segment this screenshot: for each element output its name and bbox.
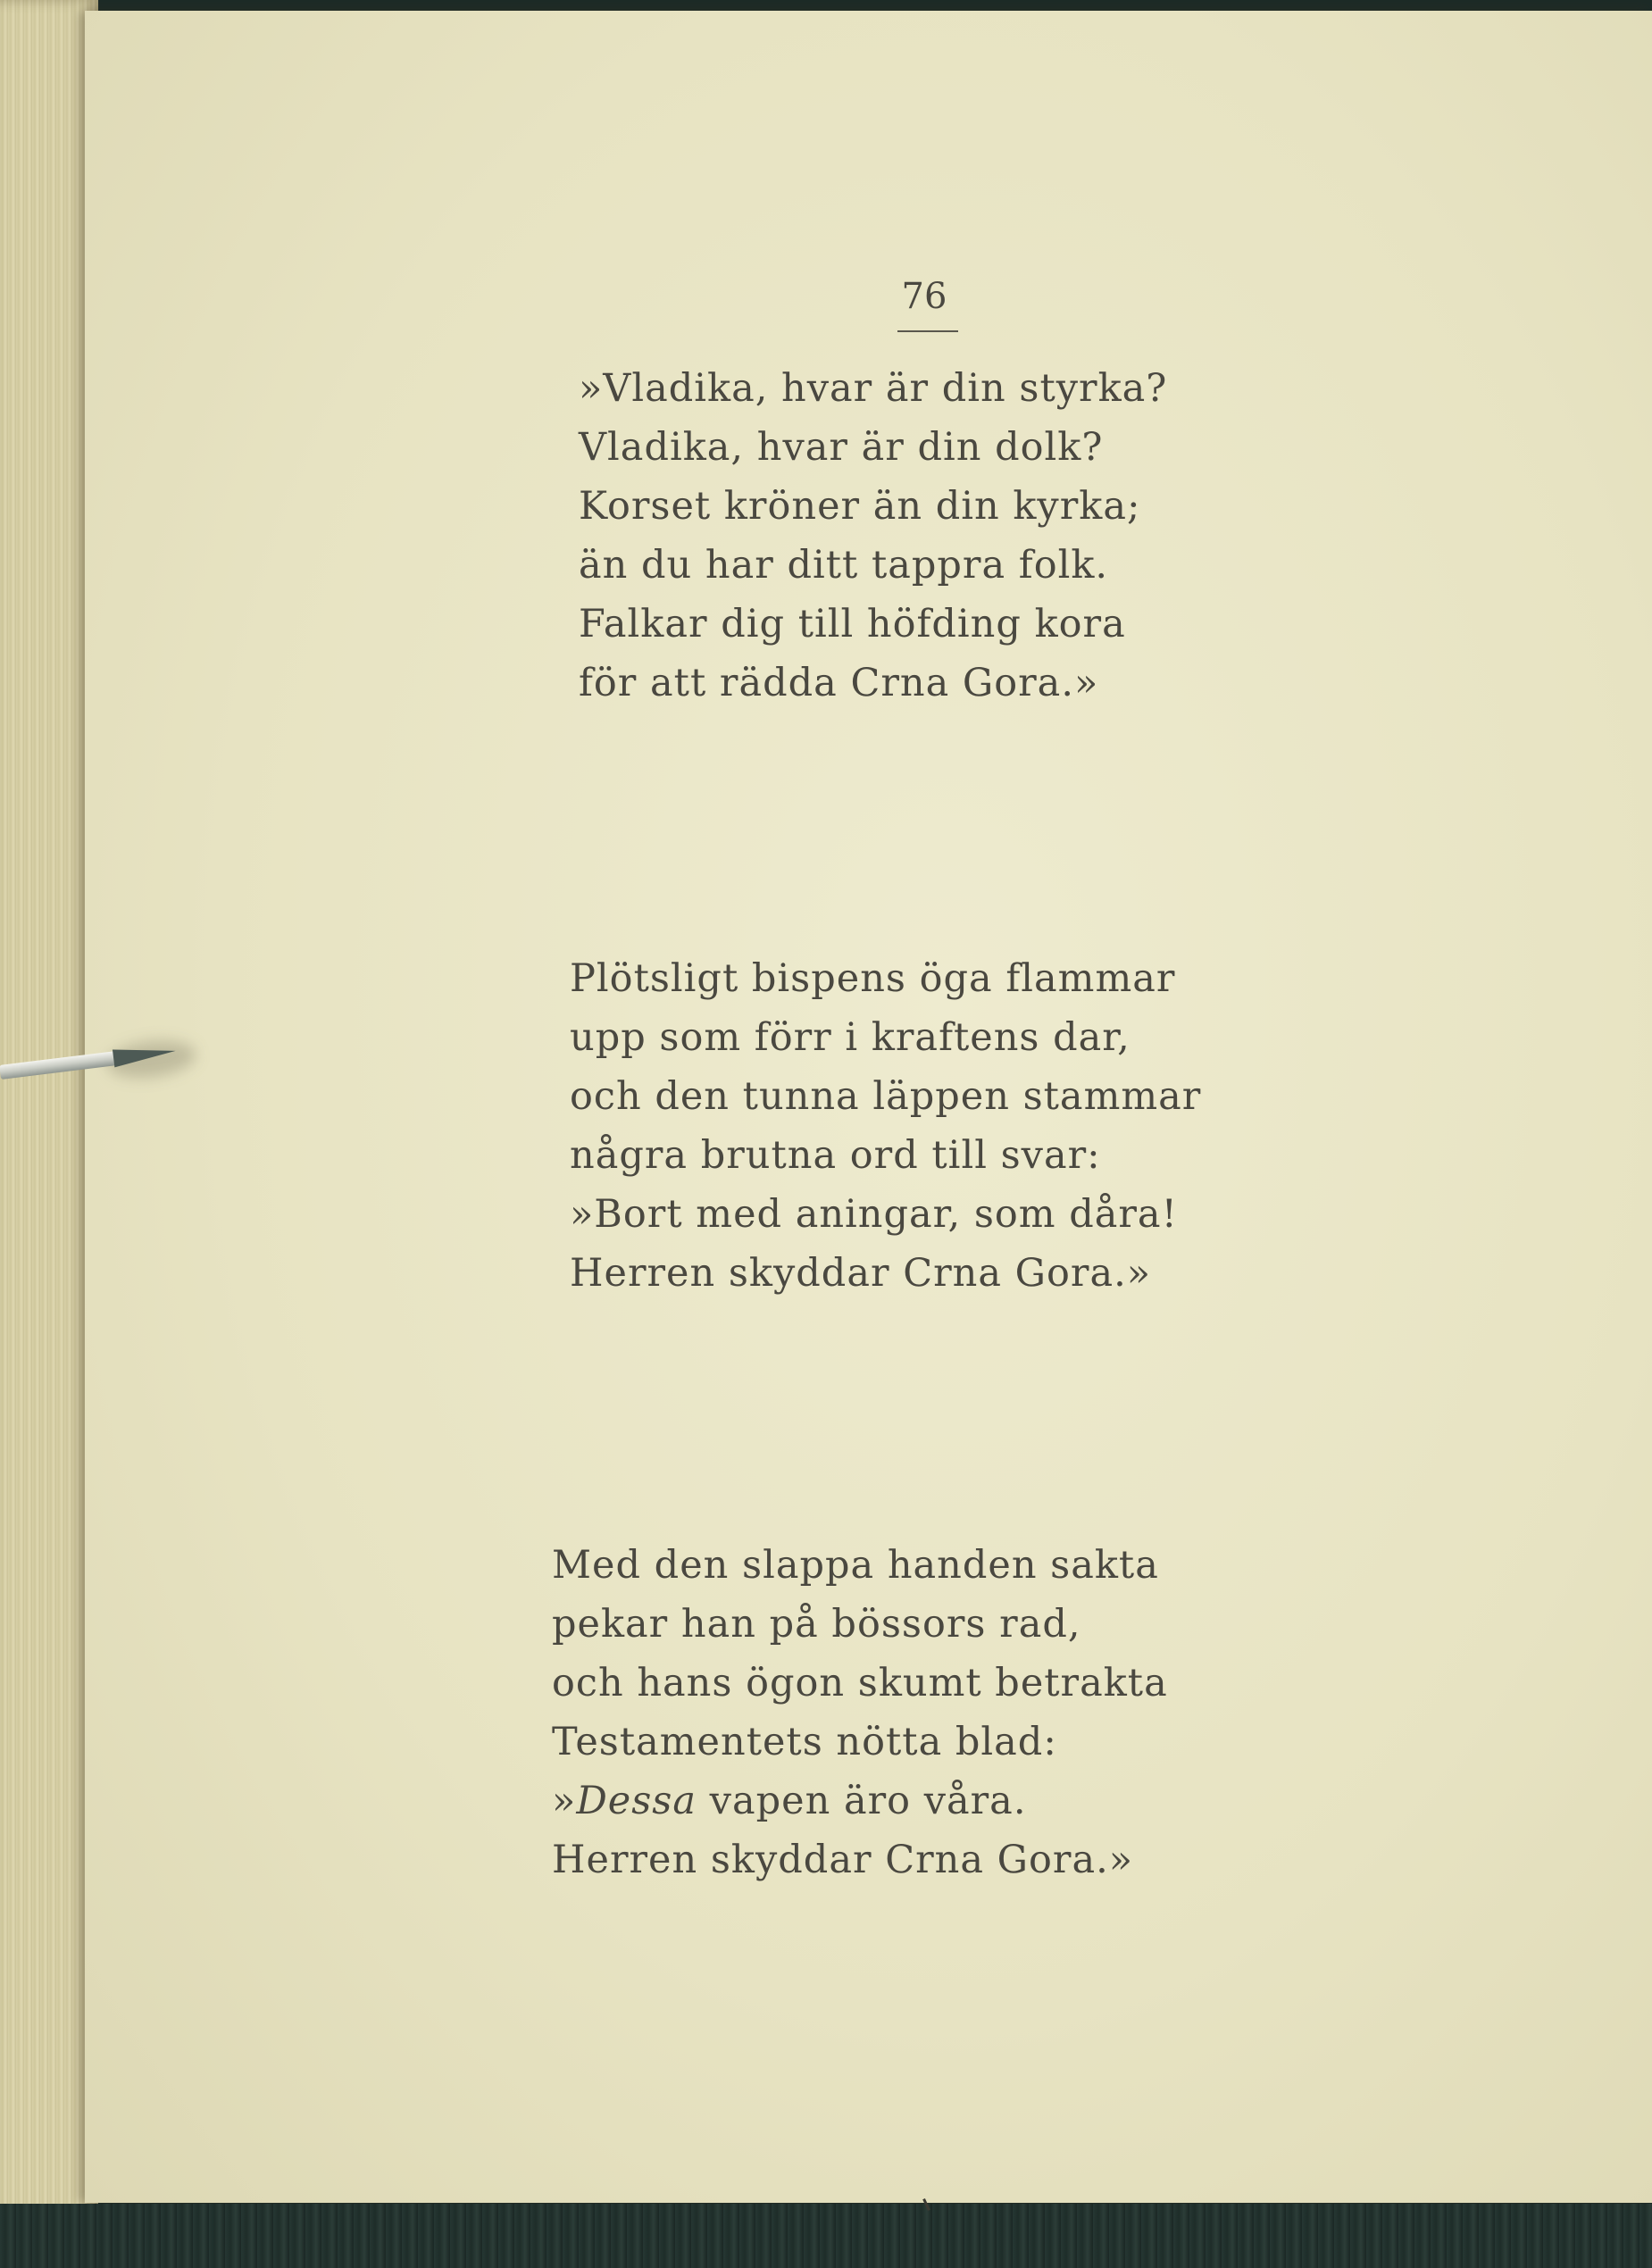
page-number-rule [897, 330, 958, 332]
poem-line: för att rädda Crna Gora.» [579, 661, 1099, 705]
stanza-1 [579, 359, 1167, 713]
open-quote: » [552, 1779, 577, 1823]
stanza-3 [552, 1536, 1168, 1889]
poem-line: Falkar dig till höfding kora [579, 602, 1126, 646]
line-rest: vapen äro våra. [697, 1779, 1027, 1823]
poem-line: några brutna ord till svar: [570, 1133, 1101, 1178]
poem-line: »Vladika, hvar är din styrka? [579, 366, 1168, 411]
poem-line: och den tunna läppen stammar [570, 1074, 1202, 1119]
poem-line: och hans ögon skumt betrakta [552, 1661, 1168, 1705]
poem-line: än du har ditt tappra folk. [579, 543, 1109, 588]
poem-line: Med den slappa handen sakta [552, 1543, 1159, 1588]
poem-line: upp som förr i kraftens dar, [570, 1015, 1131, 1060]
poem-line: pekar han på bössors rad, [552, 1602, 1081, 1647]
poem-line: Vladika, hvar är din dolk? [579, 425, 1104, 470]
ink-speck [922, 2198, 930, 2211]
poem-line-mixed [552, 1772, 1168, 1830]
poem-line: Korset kröner än din kyrka; [579, 484, 1141, 529]
poem-line: Herren skyddar Crna Gora.» [570, 1251, 1152, 1296]
poem-line: Herren skyddar Crna Gora.» [552, 1838, 1134, 1882]
stanza-2 [570, 949, 1201, 1303]
italic-word: Dessa [576, 1779, 697, 1823]
poem-line: Testamentets nötta blad: [552, 1720, 1057, 1764]
poem-line: »Bort med aningar, som dåra! [570, 1192, 1178, 1237]
poem-line: Plötsligt bispens öga flammar [570, 956, 1176, 1001]
page-number: 76 [901, 276, 947, 317]
